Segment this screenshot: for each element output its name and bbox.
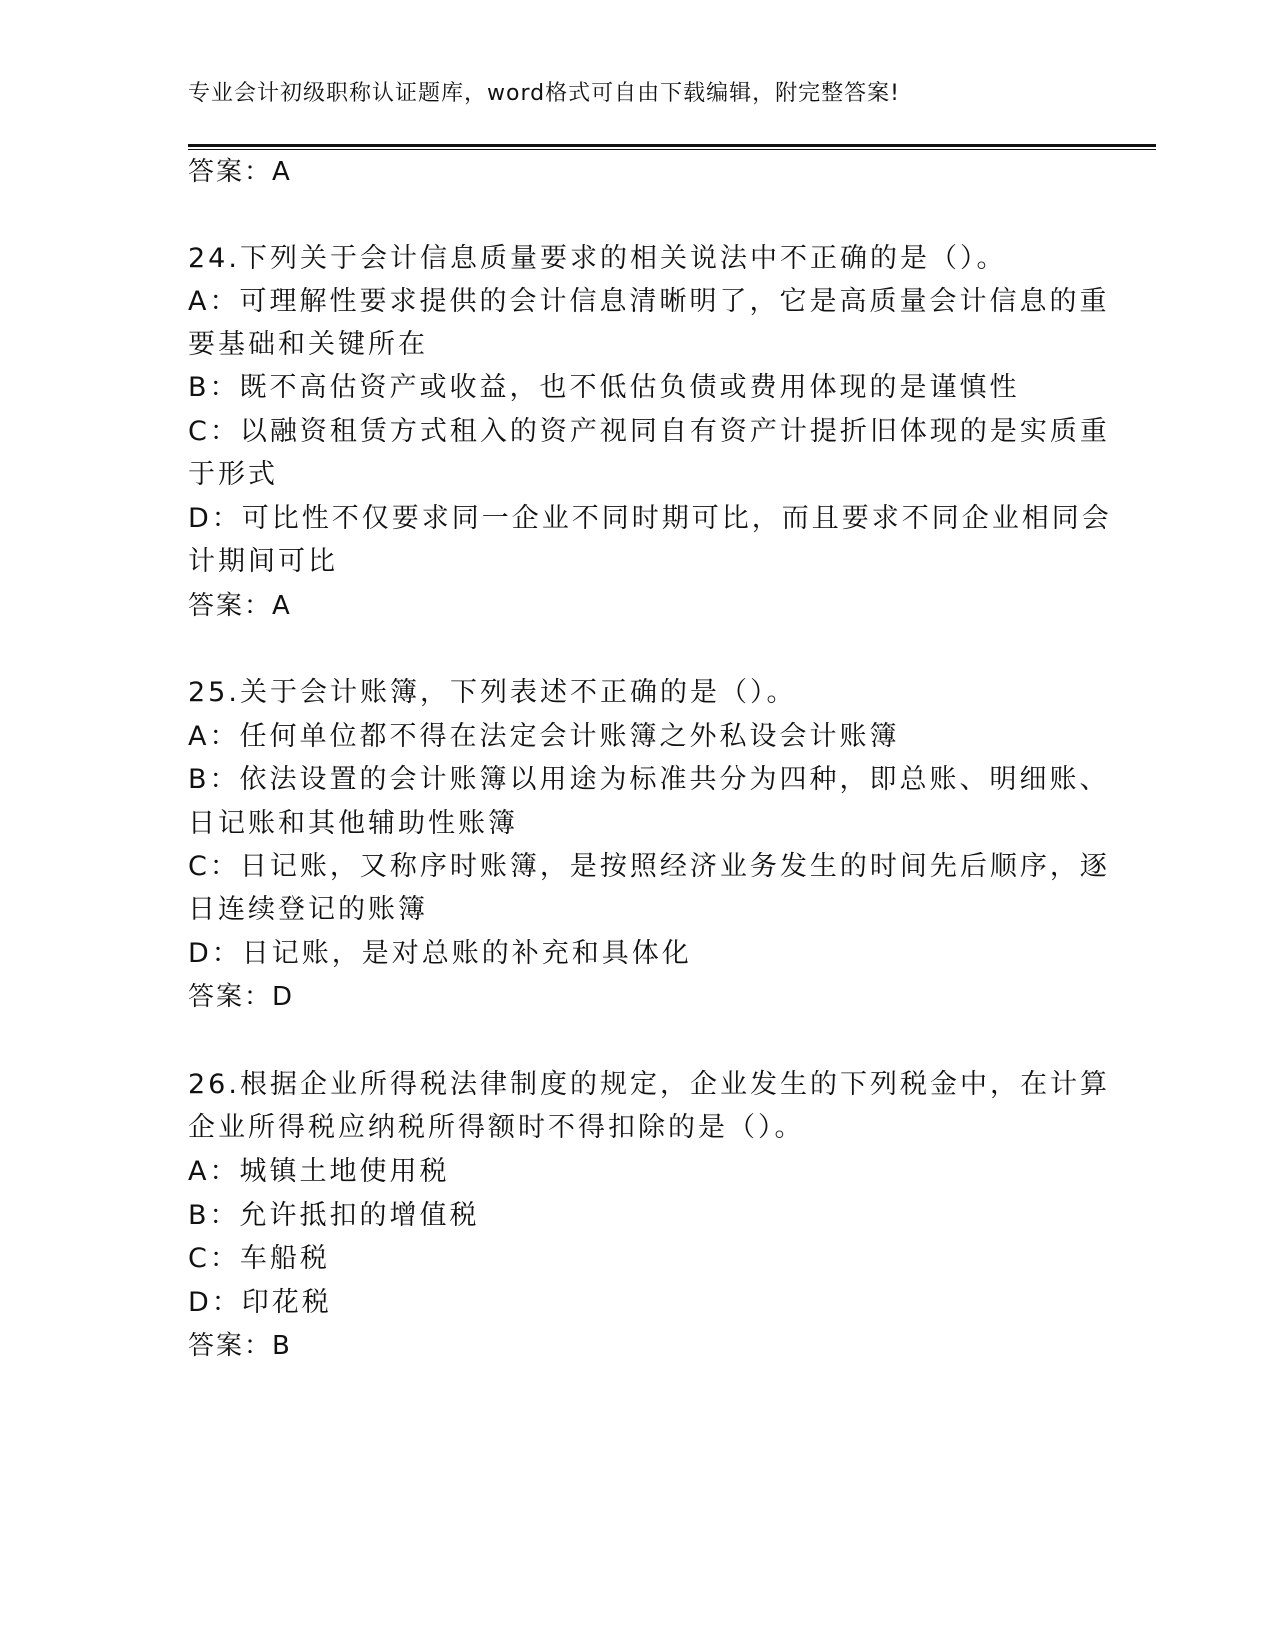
question-24-option-a-cont: 要基础和关键所在 [188, 329, 428, 360]
question-26-answer [188, 1330, 290, 1362]
question-24-option-c-cont: 于形式 [188, 459, 278, 490]
question-24-option-c: C：以融资租赁方式租入的资产视同自有资产计提折旧体现的是实质重 [188, 416, 1110, 447]
question-26-option-c: C：车船税 [188, 1243, 330, 1274]
question-26-option-b: B：允许抵扣的增值税 [188, 1200, 480, 1231]
question-25-option-d: D：日记账，是对总账的补充和具体化 [188, 938, 692, 969]
answer-value: A [272, 157, 290, 187]
answer-label: 答案： [188, 1331, 273, 1361]
question-24-answer [188, 590, 290, 622]
header-rule-thick [188, 144, 1156, 147]
question-26-option-a: A：城镇土地使用税 [188, 1156, 450, 1187]
answer-value: B [272, 1331, 290, 1361]
question-25-option-a: A：任何单位都不得在法定会计账簿之外私设会计账簿 [188, 721, 900, 752]
answer-label: 答案： [188, 591, 273, 621]
question-25-stem: 25.关于会计账簿，下列表述不正确的是（）。 [188, 677, 797, 708]
prev-answer [188, 156, 290, 188]
question-26-stem-cont: 企业所得税应纳税所得额时不得扣除的是（）。 [188, 1112, 805, 1143]
header-rule-thin [188, 149, 1156, 150]
question-24-stem: 24.下列关于会计信息质量要求的相关说法中不正确的是（）。 [188, 243, 1007, 274]
question-25-option-c-cont: 日连续登记的账簿 [188, 894, 428, 925]
page-header: 专业会计初级职称认证题库，word格式可自由下载编辑，附完整答案! [188, 81, 900, 106]
answer-value: D [272, 982, 293, 1012]
question-24-option-d: D：可比性不仅要求同一企业不同时期可比，而且要求不同企业相同会 [188, 503, 1112, 534]
question-24-option-b: B：既不高估资产或收益，也不低估负债或费用体现的是谨慎性 [188, 372, 1020, 403]
question-26-stem: 26.根据企业所得税法律制度的规定，企业发生的下列税金中，在计算 [188, 1069, 1110, 1100]
question-25-option-c: C：日记账，又称序时账簿，是按照经济业务发生的时间先后顺序，逐 [188, 851, 1110, 882]
question-25-answer [188, 981, 292, 1013]
answer-value: A [272, 591, 290, 621]
question-26-option-d: D：印花税 [188, 1287, 332, 1318]
question-24-option-a: A：可理解性要求提供的会计信息清晰明了，它是高质量会计信息的重 [188, 286, 1110, 317]
question-25-option-b: B：依法设置的会计账簿以用途为标准共分为四种，即总账、明细账、 [188, 764, 1110, 795]
answer-label: 答案： [188, 982, 273, 1012]
question-25-option-b-cont: 日记账和其他辅助性账簿 [188, 808, 518, 839]
answer-label: 答案： [188, 157, 273, 187]
question-24-option-d-cont: 计期间可比 [188, 546, 338, 577]
